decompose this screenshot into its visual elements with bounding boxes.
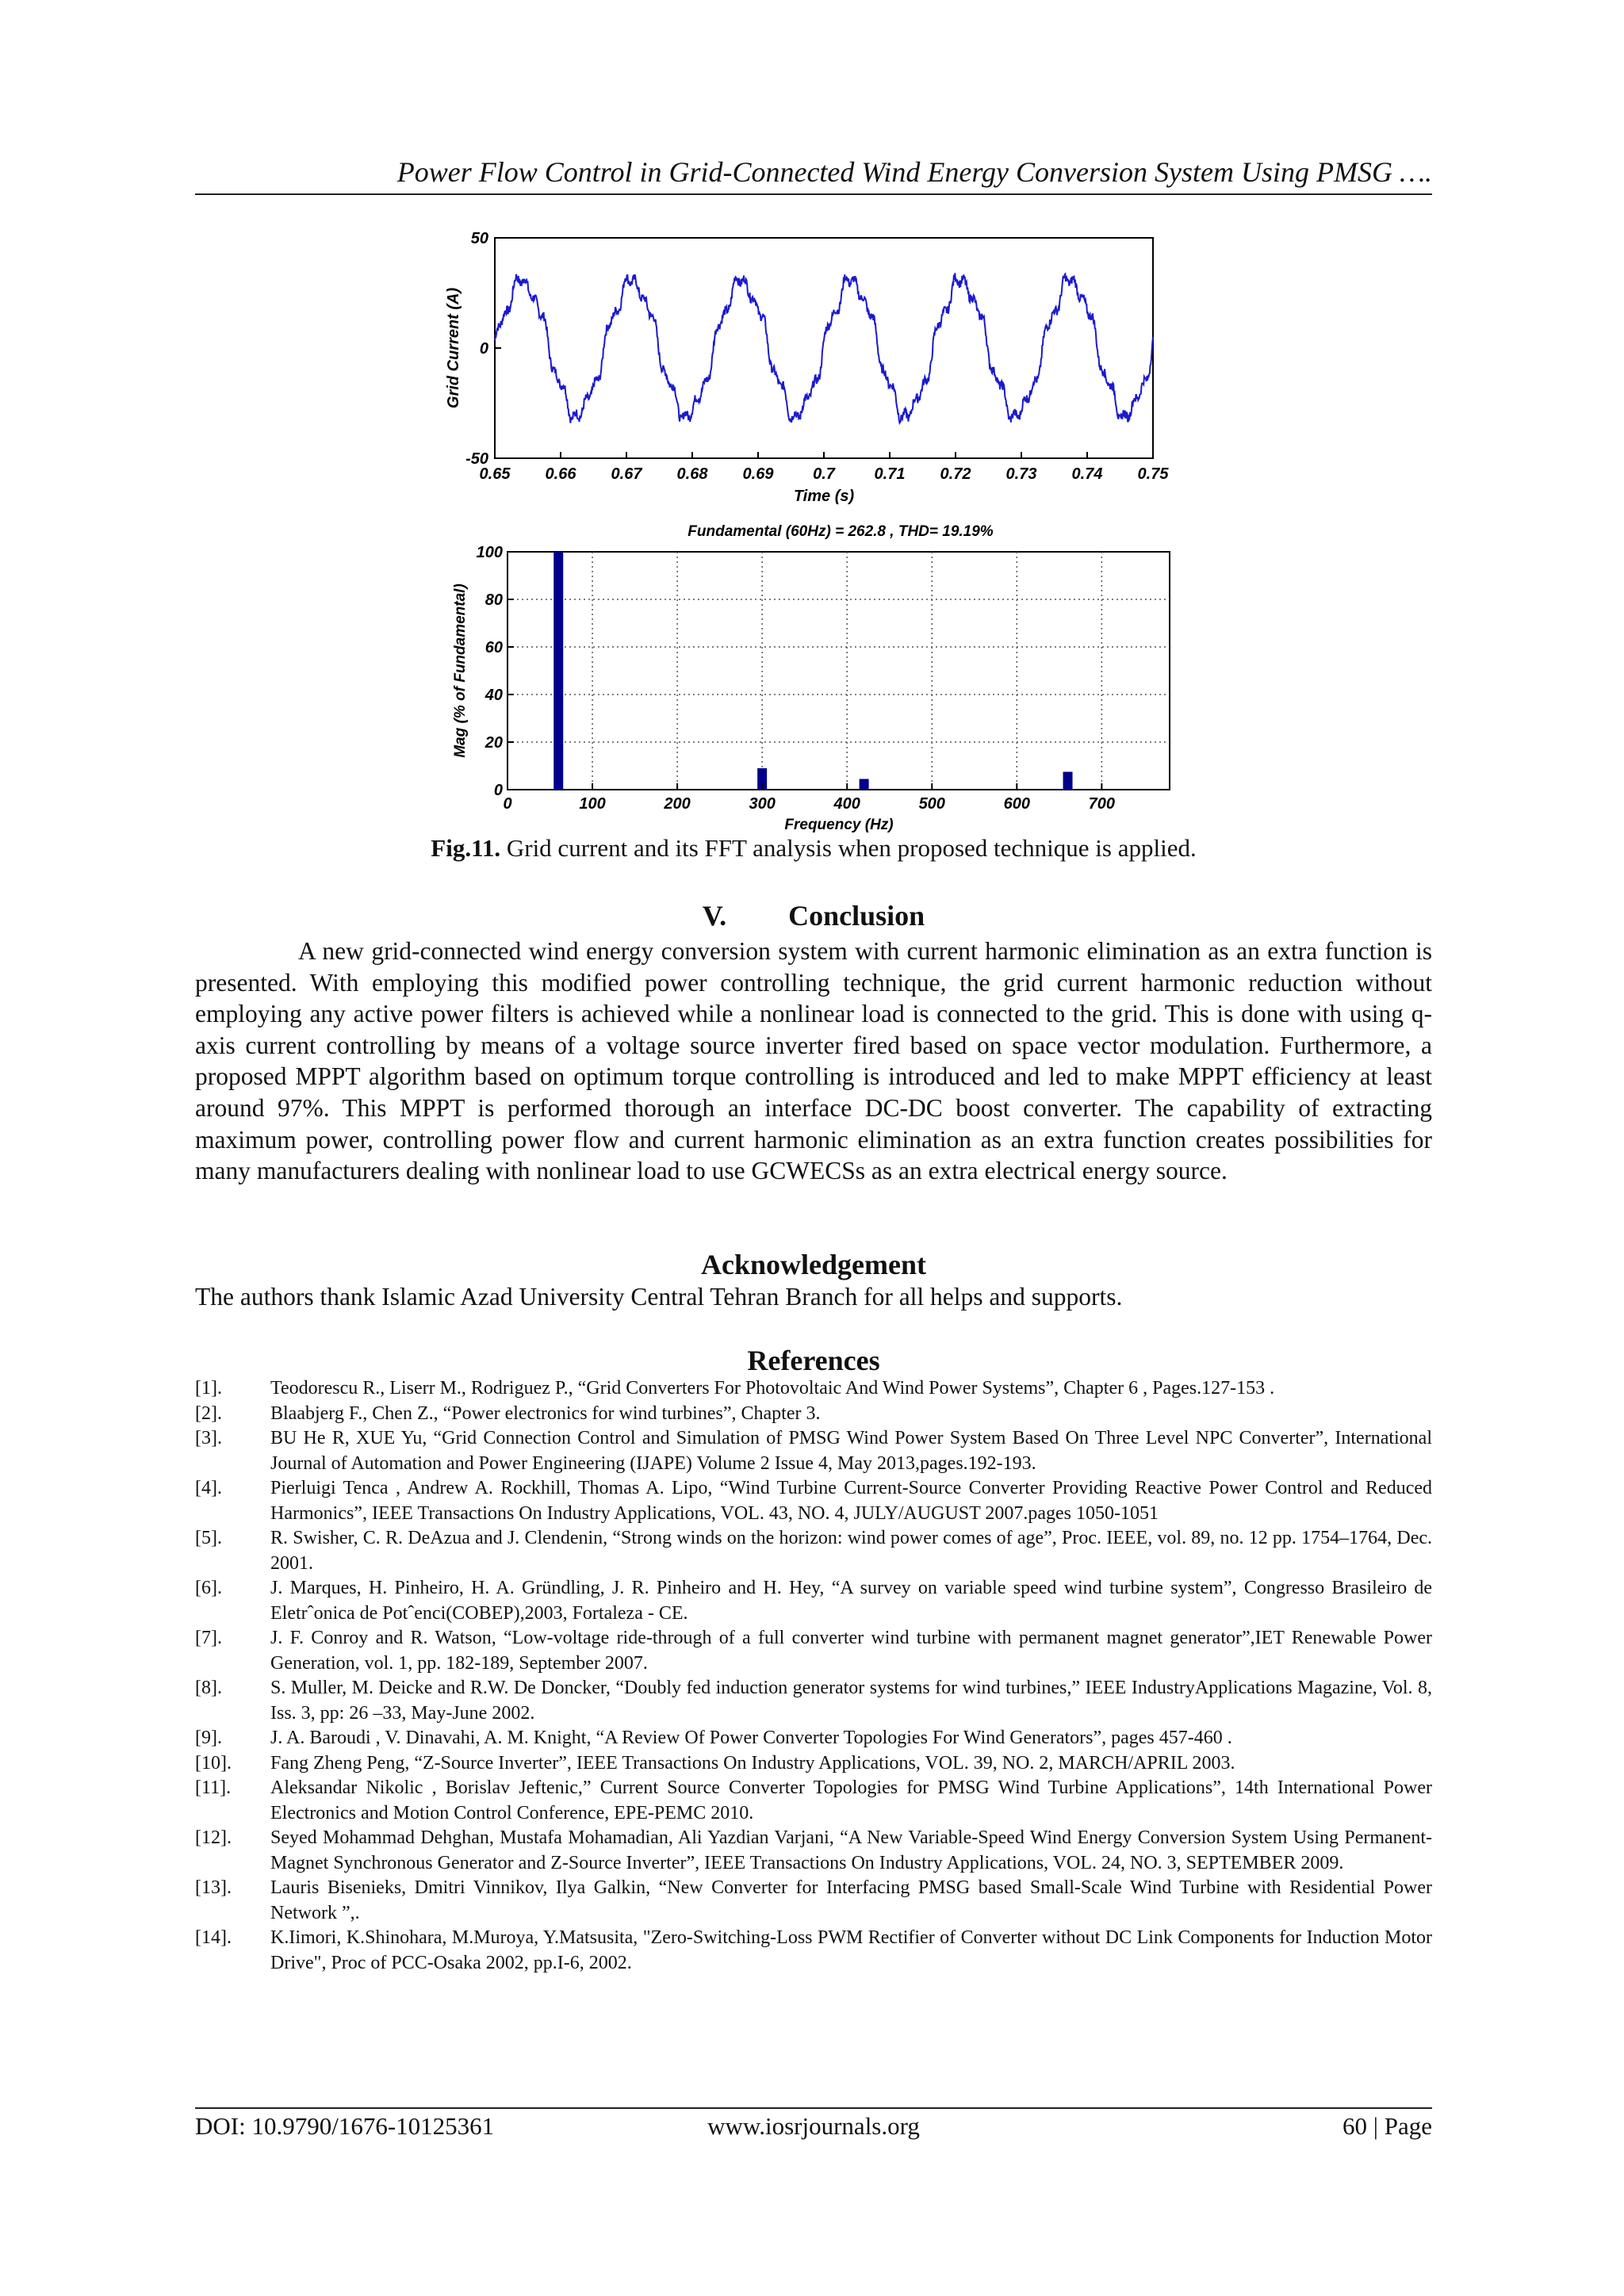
x-tick-label: 0.69: [742, 465, 774, 483]
reference-text: J. Marques, H. Pinheiro, H. A. Gründling, J. R. Pinheiro and H. Hey, “A survey on variable speed wind turbine system”, Congresso Brasileiro de Eletrˆonica de Potˆenci(COBEP),2003, Fortaleza - CE.: [270, 1578, 1432, 1624]
reference-number: [3].: [195, 1428, 222, 1448]
x-tick-label: 0.67: [611, 465, 642, 483]
y-tick-label: 20: [485, 734, 503, 752]
reference-text: R. Swisher, C. R. DeAzua and J. Clendenin, “Strong winds on the horizon: wind power comes of age”, Proc. IEEE, vol. 89, no. 12 pp. 1754–1764, Dec. 2001.: [270, 1528, 1432, 1574]
reference-text: Seyed Mohammad Dehghan, Mustafa Mohamadian, Ali Yazdian Varjani, “A New Variable-Speed Wind Energy Conversion System Using Permanent-Magnet Synchronous Generator and Z-Source Inverter”, IEEE Transactions On Industry Applications, VOL. 24, NO. 3, SEPTEMBER 2009.: [270, 1827, 1432, 1873]
y-axis-label: Mag (% of Fundamental): [452, 584, 469, 758]
y-axis-label: Grid Current (A): [445, 287, 462, 409]
reference-item: [195, 1526, 1432, 1576]
x-tick-label: 0.75: [1137, 465, 1169, 483]
conclusion-text: A new grid-connected wind energy conversion system with current harmonic elimination as an extra function is presented. With employing this modified power controlling technique, the grid current harmonic reduction without employing any active power filters is achieved while a nonlinear load is connected to the grid. This is done with using q-axis current controlling by means of a voltage source inverter fired based on space vector modulation. Furthermore, a proposed MPPT algorithm based on optimum torque controlling is introduced and led to make MPPT efficiency at least around 97%. This MPPT is performed thorough an interface DC-DC boost converter. The capability of extracting maximum power, controlling power flow and current harmonic elimination as an extra function creates possibilities for many manufacturers dealing with nonlinear load to use GCWECSs as an extra electrical energy source.: [195, 937, 1432, 1185]
x-tick-label: 700: [1088, 795, 1116, 813]
y-tick-label: -50: [465, 450, 488, 468]
reference-number: [1].: [195, 1378, 222, 1399]
y-tick-label: 0: [493, 782, 503, 799]
reference-number: [2].: [195, 1402, 222, 1424]
reference-text: S. Muller, M. Deicke and R.W. De Doncker, “Doubly fed induction generator systems for wind turbines,” IEEE IndustryApplications Magazine, Vol. 8, Iss. 3, pp: 26 –33, May-June 2002.: [270, 1678, 1432, 1724]
reference-item: [195, 1876, 1432, 1926]
x-tick-label: 100: [579, 795, 606, 813]
x-tick-label: 500: [918, 795, 945, 813]
reference-text: Blaabjerg F., Chen Z., “Power electronics for wind turbines”, Chapter 3.: [270, 1402, 821, 1424]
references-list: [195, 1376, 1432, 1976]
x-tick-label: 200: [664, 795, 691, 813]
journal-site: www.iosrjournals.org: [707, 2112, 920, 2140]
reference-item: [195, 1376, 1432, 1402]
reference-number: [8].: [195, 1678, 222, 1698]
y-tick-label: 40: [485, 687, 503, 704]
reference-item: [195, 1926, 1432, 1976]
reference-text: Pierluigi Tenca , Andrew A. Rockhill, Thomas A. Lipo, “Wind Turbine Current-Source Converter Providing Reactive Power Control and Reduced Harmonics”, IEEE Transactions On Industry Applications, VOL. 43, NO. 4, JULY/AUGUST 2007.pages 1050-1051: [270, 1478, 1432, 1524]
y-tick-label: 0: [479, 340, 488, 358]
chart-title: Fundamental (60Hz) = 262.8 , THD= 19.19%: [688, 523, 994, 540]
x-tick-label: 0.65: [479, 465, 511, 483]
x-tick-label: 300: [749, 795, 776, 813]
reference-number: [9].: [195, 1728, 222, 1748]
reference-item: [195, 1576, 1432, 1626]
reference-item: [195, 1402, 1432, 1427]
running-head: Power Flow Control in Grid-Connected Wind Energy Conversion System Using PMSG ….: [396, 156, 1432, 188]
reference-number: [4].: [195, 1478, 222, 1498]
reference-number: [6].: [195, 1578, 222, 1598]
caption-text: Grid current and its FFT analysis when proposed technique is applied.: [500, 834, 1197, 862]
x-tick-label: 600: [1003, 795, 1030, 813]
reference-item: [195, 1426, 1432, 1476]
reference-item: [195, 1826, 1432, 1876]
reference-number: [5].: [195, 1528, 222, 1548]
x-tick-label: 0: [503, 795, 512, 813]
reference-number: [12].: [195, 1827, 232, 1848]
reference-item: [195, 1676, 1432, 1726]
y-tick-label: 100: [476, 544, 503, 561]
grid-current-chart: [428, 224, 1189, 517]
references-heading: References: [747, 1345, 880, 1376]
reference-text: J. F. Conroy and R. Watson, “Low-voltage ride-through of a full converter wind turbine with permanent magnet generator”,IET Renewable Power Generation, vol. 1, pp. 182-189, September 2007.: [270, 1628, 1432, 1674]
reference-item: [195, 1726, 1432, 1751]
section-title: Conclusion: [788, 900, 925, 932]
reference-text: K.Iimori, K.Shinohara, M.Muroya, Y.Matsusita, "Zero-Switching-Loss PWM Rectifier of Converter without DC Link Components for Induction Motor Drive", Proc of PCC-Osaka 2002, pp.I-6, 2002.: [270, 1927, 1432, 1973]
x-tick-label: 0.7: [813, 465, 835, 483]
x-tick-label: 0.73: [1005, 465, 1037, 483]
x-tick-label: 0.74: [1071, 465, 1103, 483]
reference-item: [195, 1476, 1432, 1526]
harmonic-bar: [553, 552, 563, 790]
x-tick-label: 0.66: [545, 465, 576, 483]
reference-text: J. A. Baroudi , V. Dinavahi, A. M. Knight, “A Review Of Power Converter Topologies For Wind Generators”, pages 457-460 .: [270, 1728, 1232, 1748]
footer-rule: [195, 2107, 1432, 2109]
page-number: 60 | Page: [1342, 2112, 1432, 2140]
caption-label: Fig.11.: [431, 834, 501, 862]
section-number: V.: [702, 900, 727, 932]
y-tick-label: 80: [485, 591, 503, 609]
conclusion-heading: [195, 899, 1432, 932]
reference-number: [11].: [195, 1777, 232, 1798]
x-tick-label: 0.72: [940, 465, 971, 483]
acknowledgement-heading: Acknowledgement: [701, 1249, 926, 1280]
fft-chart: [428, 517, 1189, 834]
doi: DOI: 10.9790/1676-10125361: [195, 2112, 495, 2140]
harmonic-bar: [860, 779, 869, 790]
y-tick-label: 60: [485, 639, 503, 656]
reference-number: [7].: [195, 1628, 222, 1648]
reference-text: BU He R, XUE Yu, “Grid Connection Control and Simulation of PMSG Wind Power System Based On Three Level NPC Converter”, International Journal of Automation and Power Engineering (IJAPE) Volume 2 Issue 4, May 2013,pages.192-193.: [270, 1428, 1432, 1474]
x-axis-label: Time (s): [793, 488, 855, 505]
reference-item: [195, 1776, 1432, 1826]
reference-text: Fang Zheng Peng, “Z-Source Inverter”, IEEE Transactions On Industry Applications, VOL. 39, NO. 2, MARCH/APRIL 2003.: [270, 1752, 1235, 1774]
figure-caption: [195, 834, 1432, 863]
reference-text: Lauris Bisenieks, Dmitri Vinnikov, Ilya Galkin, “New Converter for Interfacing PMSG based Small-Scale Wind Turbine with Residential Power Network ”,.: [270, 1877, 1432, 1923]
reference-text: Aleksandar Nikolic , Borislav Jeftenic,” Current Source Converter Topologies for PMSG Wind Turbine Applications”, 14th International Power Electronics and Motion Control Conference, EPE-PEMC 2010.: [270, 1777, 1432, 1823]
reference-number: [13].: [195, 1877, 232, 1898]
reference-item: [195, 1626, 1432, 1676]
header-rule: [195, 193, 1432, 195]
conclusion-paragraph: [195, 936, 1432, 1187]
acknowledgement-text: The authors thank Islamic Azad University Central Tehran Branch for all helps and supports.: [195, 1283, 1123, 1311]
reference-item: [195, 1751, 1432, 1777]
reference-number: [10].: [195, 1752, 232, 1774]
x-tick-label: 0.68: [676, 465, 708, 483]
x-tick-label: 400: [833, 795, 860, 813]
harmonic-bar: [1063, 772, 1073, 790]
reference-text: Teodorescu R., Liserr M., Rodriguez P., “Grid Converters For Photovoltaic And Wind Power Systems”, Chapter 6 , Pages.127-153 .: [270, 1378, 1275, 1399]
y-tick-label: 50: [470, 230, 488, 247]
x-tick-label: 0.71: [874, 465, 906, 483]
reference-number: [14].: [195, 1927, 232, 1948]
x-axis-label: Frequency (Hz): [784, 817, 894, 833]
